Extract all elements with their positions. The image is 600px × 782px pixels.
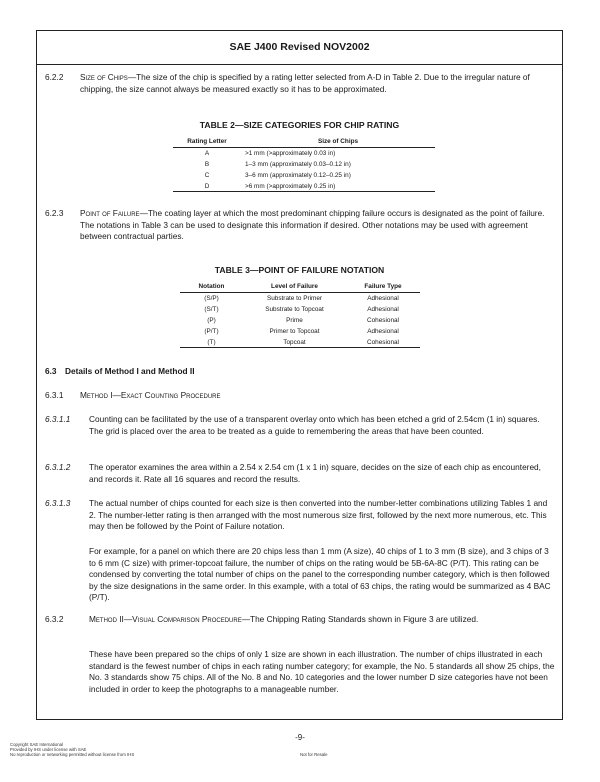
section-number: 6.2.3 (45, 208, 64, 218)
table-cell: D (173, 180, 241, 191)
table-row (180, 304, 420, 315)
table-cell: (S/T) (204, 306, 219, 314)
section-title: Size of Chips (80, 72, 128, 82)
table-2-title: TABLE 2—SIZE CATEGORIES FOR CHIP RATING (199, 120, 400, 130)
column-header: Failure Type (346, 280, 420, 293)
paragraph: The actual number of chips counted for each size is then converted into the number-letter combinations utilizing Tables 1 and 2. The number-letter rating is then arranged with the most numerous size first, followed by the next more numerous, etc. This may then be followed by the Point of Failure notation. (89, 498, 548, 532)
section-number: 6.3.1.3 (45, 498, 71, 508)
section-number: 6.3.1.2 (45, 462, 71, 472)
page-frame (36, 30, 563, 720)
section-number: 6.3.2 (45, 614, 64, 624)
paragraph: —The coating layer at which the most predominant chipping failure occurs is designated as the point of failure. The notations in Table 3 can be used to designate this information if desired. Other notations may be used with agreement between contractual parties. (80, 208, 545, 242)
table-row (173, 159, 435, 170)
paragraph: —The size of the chip is specified by a rating letter selected from A-D in Table 2. Due to the irregular nature of chipping, the size cannot always be measured exactly so it has to be approximated. (80, 72, 530, 94)
table-cell: >6 mm (>approximately 0.25 in) (241, 180, 435, 191)
table-row (180, 336, 420, 347)
section-number: 6.2.2 (45, 72, 64, 82)
table-cell: >1 mm (>approximately 0.03 in) (245, 150, 336, 158)
paragraph: —The Chipping Rating Standards shown in Figure 3 are utilized. (241, 614, 479, 624)
section-number: 6.3.1.1 (45, 414, 71, 424)
column-header: Notation (180, 280, 243, 293)
table-cell: (P) (207, 317, 216, 325)
section-6-3-2 (89, 614, 556, 626)
footer-line: Provided by IHS under license with SAE (10, 747, 87, 753)
table-3-title: TABLE 3—POINT OF FAILURE NOTATION (214, 265, 385, 275)
table-row (180, 293, 420, 304)
paragraph: The operator examines the area within a 2.54 x 2.54 cm (1 x 1 in) square, decides on the size of each chip as encountered, and records it. Rate all 16 squares and record the results. (89, 462, 541, 484)
column-header: Size of Chips (241, 135, 435, 148)
table-row (173, 170, 435, 181)
table-cell: Topcoat (243, 336, 346, 347)
column-header: Rating Letter (173, 135, 241, 148)
table-cell: Adhesional (367, 306, 399, 314)
table-cell: Substrate to Primer (266, 295, 323, 303)
section-title: Method I—Exact Counting Procedure (80, 390, 221, 400)
table-cell: Substrate to Topcoat (265, 306, 324, 314)
paragraph: Counting can be facilitated by the use of a transparent overlay onto which has been etched a grid of 2.54cm (1 in) squares. The grid is placed over the area to be treated as a guide to remembering the areas that have been counted. (89, 414, 540, 436)
table-header-row (173, 135, 435, 148)
section-title: Point of Failure (80, 208, 140, 218)
table-cell: Cohesional (367, 317, 399, 325)
table-cell: B (204, 161, 210, 169)
paragraph: These have been prepared so the chips of only 1 size are shown in each illustration. The number of chips illustrated in each standard is the fewest number of chips in each rating number category; for example, the No. 5 standards all show 25 chips, the No. 3 standards show 75 chips. All of the No. 8 and No. 10 categories and the lower number D size categories have not been included in order to keep the photographs to a manageable number. (89, 649, 555, 694)
paragraph: For example, for a panel on which there are 20 chips less than 1 mm (A size), 40 chips of 1 to 3 mm (B size), and 3 chips of 3 to 6 mm (C size) with primer-topcoat failure, the number of chips on the rating would be 5B-6A-8C (P/T). This rating can be condensed by converting the total number of chips on the panel to the corresponding number category, which is then followed by the size designations in the same order. In this example, with a total of 63 chips, the rating would be summarized as 4 BAC (P/T). (89, 546, 551, 603)
section-title: Method II—Visual Comparison Procedure (89, 614, 242, 624)
table-cell: Adhesional (367, 327, 399, 335)
table-header-row (180, 280, 420, 293)
resale-notice: Not for Resale (300, 752, 328, 757)
table-3 (180, 280, 420, 348)
table-row (173, 148, 435, 159)
document-header: SAE J400 Revised NOV2002 (37, 31, 562, 65)
table-cell: C (204, 172, 210, 180)
section-title: Details of Method I and Method II (65, 366, 195, 376)
table-cell: (P/T) (204, 327, 219, 335)
table-cell: 1–3 mm (approximately 0.03–0.12 in) (245, 161, 351, 169)
table-cell: 3–6 mm (approximately 0.12–0.25 in) (245, 172, 351, 180)
section-6-2-3 (80, 208, 556, 243)
table-2 (173, 135, 435, 192)
table-row (180, 325, 420, 336)
page-number: -9- (295, 733, 305, 742)
table-cell: Primer to Topcoat (269, 327, 320, 335)
table-cell: Prime (286, 317, 303, 325)
section-6-2-2 (80, 72, 556, 95)
table-cell: Cohesional (346, 336, 420, 347)
section-number: 6.3.1 (45, 390, 64, 400)
footer-line: Copyright SAE International (10, 742, 64, 747)
table-row (173, 180, 435, 191)
table-cell: (T) (180, 336, 243, 347)
column-header: Level of Failure (243, 280, 346, 293)
section-number: 6.3 (45, 366, 57, 376)
table-cell: A (204, 150, 210, 158)
table-cell: Adhesional (367, 295, 399, 303)
table-row (180, 315, 420, 326)
copyright-footer (10, 742, 134, 758)
table-cell: (S/P) (204, 295, 219, 303)
footer-line: No reproduction or networking permitted without license from IHS (10, 752, 135, 758)
